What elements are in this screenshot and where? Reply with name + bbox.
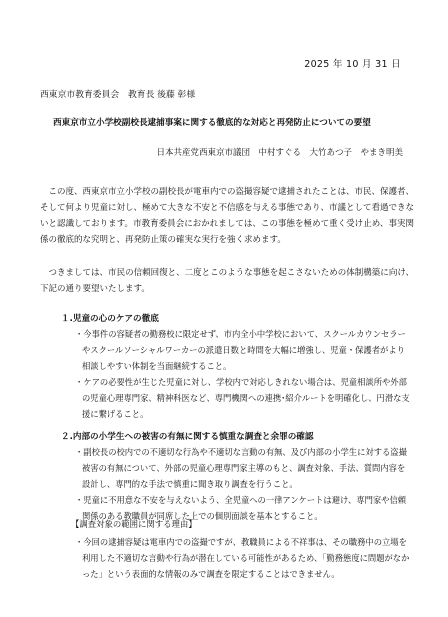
document-date: 2025 年 10 月 31 日 — [304, 59, 401, 70]
document-subject: 西東京市立小学校副校長逮捕事案に関する徹底的な対応と再発防止についての要望 — [53, 118, 371, 128]
section-1-title: １.児童の心のケアの徹底 — [61, 314, 159, 324]
reason-item: ・今回の逮捕容疑は電車内での盗撮ですが、教職員による不祥事は、その職務中の立場を利用した不適切な言動や行為が潜在している可能性があるため、「勤務態度に問題がなかった」という表面的な情報のみで調査を限定することはできません。 — [75, 537, 410, 579]
request-paragraph: つきましては、市民の信頼回復と、二度とこのような事態を起こさないための体制構築に向け、下記の通り要望いたします。 — [40, 268, 414, 294]
reason-heading: 【調査対象の範囲に関する理由】 — [71, 519, 197, 529]
section-1-item: ・ケアの必要性が生じた児童に対し、学校内で対応しきれない場合は、児童相談所や外部の児童心理専門家、精神科医など、専門機関への連携･紹介ルートを明確化し、円滑な支援に繋げること。 — [75, 377, 410, 419]
section-2-title: ２.内部の小学生への被害の有無に関する慎重な調査と余罪の確認 — [61, 432, 314, 442]
intro-paragraph: この度、西東京市立小学校の副校長が電車内での盗撮容疑で逮捕されたことは、市民、保護者、そして何より児童に対し、極めて大きな不安と不信感を与える事態であり、市議として看過できないと認識しております。市教育委員会におかれましては、この事態を極めて重く受け止め、事実関係の徹底的な究明と、再発防止策の確実な実行を強く求めます。 — [40, 187, 415, 245]
sender-line: 日本共産党西東京市議団 中村すぐる 大竹あつ子 やまき明美 — [156, 148, 403, 158]
section-1-item: ・今事件の容疑者の勤務校に限定せず、市内全小中学校において、スクールカウンセラーやスクールソーシャルワーカーの派遣日数と時間を大幅に増強し、児童・保護者がより相談しやすい体制を当面継続すること。 — [75, 329, 406, 371]
section-2-item: ・副校長の校内での不適切な行為や不適切な言動の有無、及び内部の小学生に対する盗撮被害の有無について、外部の児童心理専門家主導のもと、調査対象、手法、質問内容を設計し、専門的な手法で慎重に聞き取り調査を行うこと。 — [75, 447, 407, 489]
addressee: 西東京市教育委員会 教育長 後藤 彰様 — [40, 90, 196, 100]
section-2-item: ・児童に不用意な不安を与えないよう、全児童への一律アンケートは避け、専門家や信頼関係のある教職員が同席した上での個別面談を基本とすること。 — [75, 495, 407, 521]
